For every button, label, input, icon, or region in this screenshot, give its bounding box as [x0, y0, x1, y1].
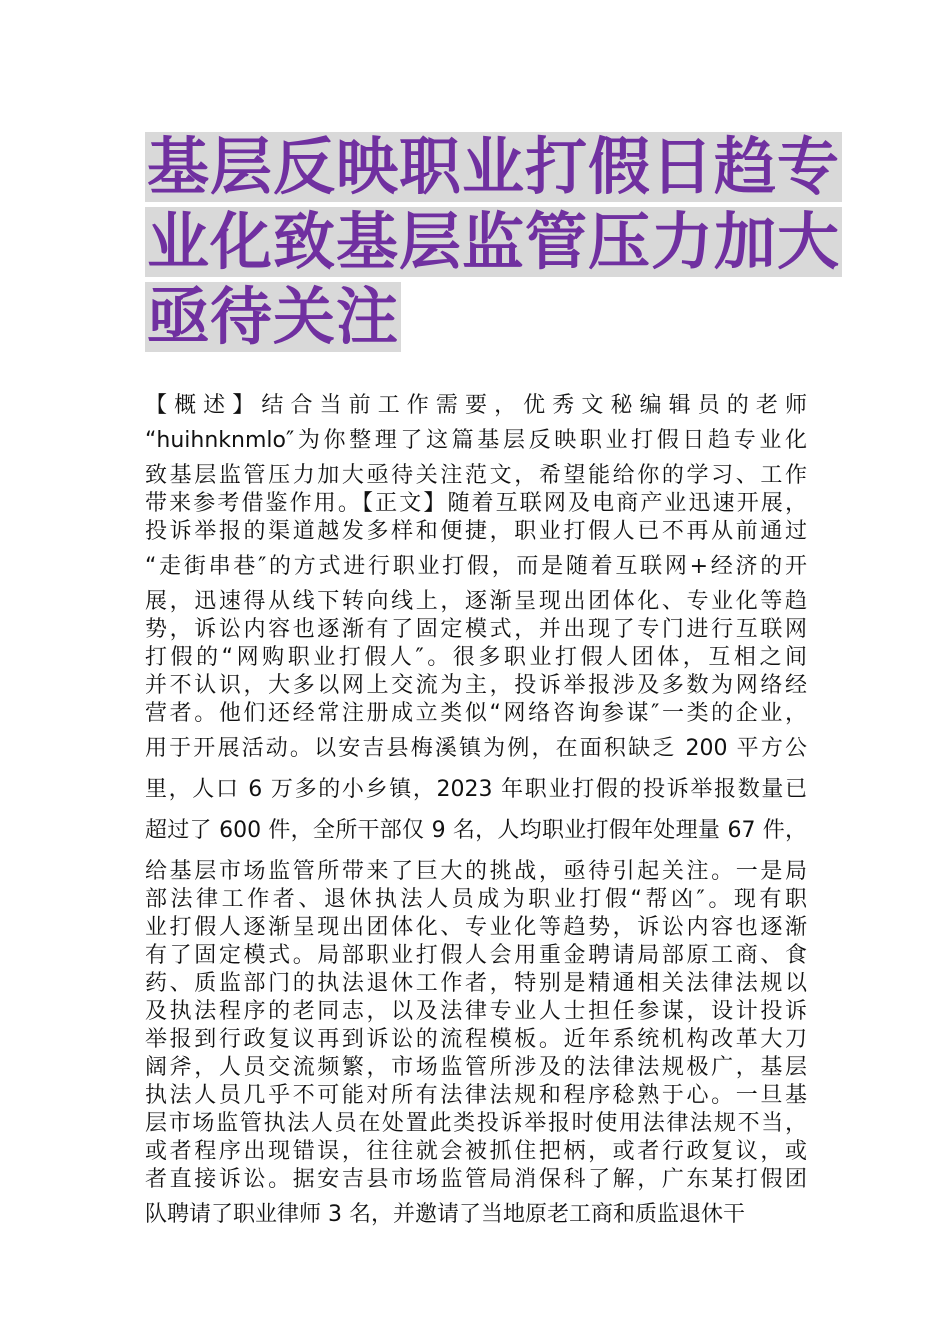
- body-line: 展，迅速得从线下转向线上，逐渐呈现出团体化、专业化等趋: [145, 589, 807, 614]
- body-line: 阔斧，人员交流频繁，市场监管所涉及的法律法规极广，基层: [145, 1055, 807, 1080]
- body-line: 里，人口 6 万多的小乡镇，2023 年职业打假的投诉举报数量已: [145, 777, 807, 802]
- body-line: 打假的“网购职业打假人″。很多职业打假人团体，互相之间: [145, 645, 807, 670]
- body-line: 药、质监部门的执法退休工作者，特别是精通相关法律法规以: [145, 971, 807, 996]
- body-line: 举报到行政复议再到诉讼的流程模板。近年系统机构改革大刀: [145, 1027, 807, 1052]
- title-line: 业化致基层监管压力加大: [147, 205, 841, 278]
- body-line: 部法律工作者、退休执法人员成为职业打假“帮凶″。现有职: [145, 887, 807, 912]
- body-line: 超过了 600 件，全所干部仅 9 名，人均职业打假年处理量 67 件，: [145, 818, 807, 843]
- body-line: 并不认识，大多以网上交流为主，投诉举报涉及多数为网络经: [145, 673, 807, 698]
- body-line: 【概述】结合当前工作需要，优秀文秘编辑员的老师: [145, 393, 807, 418]
- body-line: 势，诉讼内容也逐渐有了固定模式，并出现了专门进行互联网: [145, 617, 807, 642]
- body-line: 投诉举报的渠道越发多样和便捷，职业打假人已不再从前通过: [145, 519, 807, 544]
- title-line: 亟待关注: [147, 280, 400, 353]
- body-line: 执法人员几乎不可能对所有法律法规和程序稔熟于心。一旦基: [145, 1083, 807, 1108]
- body-line: 有了固定模式。局部职业打假人会用重金聘请局部原工商、食: [145, 943, 807, 968]
- body-line: “huihnknmlo″为你整理了这篇基层反映职业打假日趋专业化: [145, 428, 807, 453]
- body-line: 或者程序出现错误，往往就会被抓住把柄，或者行政复议，或: [145, 1139, 807, 1164]
- body-line: 带来参考借鉴作用。【正文】随着互联网及电商产业迅速开展，: [145, 491, 807, 516]
- body-line: 用于开展活动。以安吉县梅溪镇为例，在面积缺乏 200 平方公: [145, 736, 807, 761]
- body-line: 及执法程序的老同志，以及法律专业人士担任参谋，设计投诉: [145, 999, 807, 1024]
- body-line: 致基层监管压力加大亟待关注范文，希望能给你的学习、工作: [145, 463, 807, 488]
- body-line: 层市场监管执法人员在处置此类投诉举报时使用法律法规不当，: [145, 1111, 807, 1136]
- body-line: 业打假人逐渐呈现出团体化、专业化等趋势，诉讼内容也逐渐: [145, 915, 807, 940]
- body-line: 营者。他们还经常注册成立类似“网络咨询参谋″一类的企业，: [145, 701, 807, 726]
- body-line: 给基层市场监管所带来了巨大的挑战，亟待引起关注。一是局: [145, 859, 807, 884]
- document-title: [145, 130, 841, 355]
- body-line: “走街串巷″的方式进行职业打假，而是随着互联网+经济的开: [145, 554, 807, 579]
- body-line: 者直接诉讼。据安吉县市场监管局消保科了解，广东某打假团: [145, 1167, 807, 1192]
- title-line: 基层反映职业打假日趋专: [147, 130, 841, 203]
- body-line: 队聘请了职业律师 3 名，并邀请了当地原老工商和质监退休干: [145, 1202, 745, 1227]
